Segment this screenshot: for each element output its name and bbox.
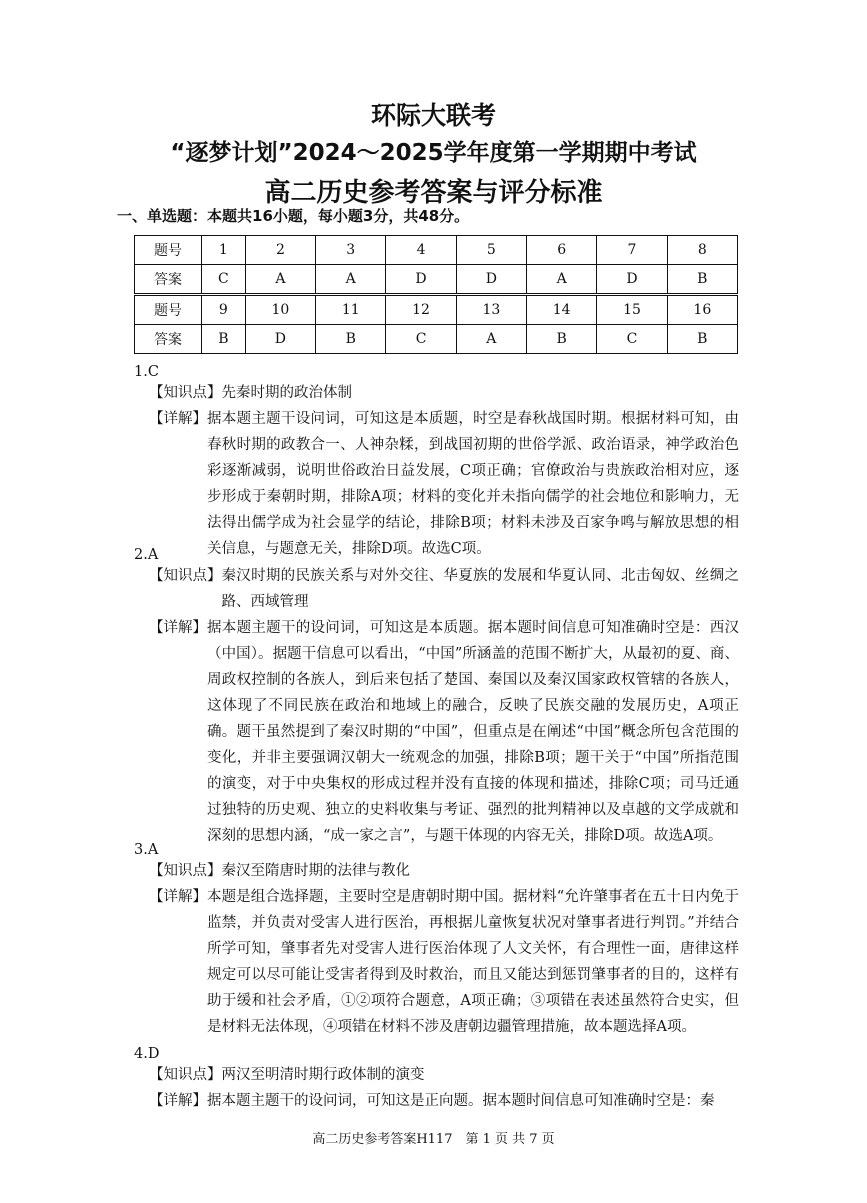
knowledge-point-text: 秦汉至隋唐时期的法律与教化 xyxy=(221,863,410,879)
answer-cell: C xyxy=(202,265,246,295)
detail-row xyxy=(149,1088,739,1114)
question-number-cell: 13 xyxy=(456,295,526,325)
answer-cell: B xyxy=(527,325,597,354)
table-row xyxy=(135,265,738,295)
knowledge-point-row xyxy=(149,1062,739,1088)
detail-row xyxy=(149,615,739,849)
question-number-header: 题号 xyxy=(135,295,202,325)
table-row xyxy=(135,295,738,325)
item-number: 2.A xyxy=(134,547,159,563)
detail-label: 【详解】 xyxy=(149,889,207,905)
page-footer: 高二历史参考答案H117 第 1 页 共 7 页 xyxy=(312,1132,555,1147)
exam-title: “逐梦计划”2024～2025学年度第一学期期中考试 xyxy=(170,140,697,166)
answer-cell: B xyxy=(316,325,386,354)
answer-cell: A xyxy=(245,265,315,295)
section-heading: 一、单选题：本题共16小题，每小题3分，共48分。 xyxy=(117,207,470,225)
knowledge-point-label: 【知识点】 xyxy=(149,1067,222,1083)
knowledge-point-text: 秦汉时期的民族关系与对外交往、华夏族的发展和华夏认同、北击匈奴、丝绸之路、西域管理 xyxy=(221,568,739,610)
question-number-header: 题号 xyxy=(135,236,202,265)
answer-cell: D xyxy=(456,265,526,295)
question-number-cell: 1 xyxy=(202,236,246,265)
knowledge-point-row xyxy=(149,858,739,884)
exam-union-title: 环际大联考 xyxy=(370,101,496,130)
knowledge-point-label: 【知识点】 xyxy=(149,385,222,401)
answer-header: 答案 xyxy=(135,265,202,295)
item-4-explanation xyxy=(134,1062,739,1114)
table-row xyxy=(135,236,738,265)
knowledge-point-text: 先秦时期的政治体制 xyxy=(221,385,352,401)
answer-cell: A xyxy=(316,265,386,295)
knowledge-point-row xyxy=(149,380,739,406)
knowledge-point-row xyxy=(149,563,739,615)
question-number-cell: 6 xyxy=(527,236,597,265)
item-2-explanation xyxy=(134,563,739,849)
item-1-explanation xyxy=(134,380,739,562)
question-number-cell: 16 xyxy=(667,295,737,325)
detail-text: 据本题主题干的设问词，可知这是本质题。据本题时间信息可知准确时空是：西汉（中国）。据题干信息可以看出，“中国”所涵盖的范围不断扩大，从最初的夏、商、周政权控制的各族人，到后来包括了楚国、秦国以及秦汉国家政权管辖的各族人，这体现了不同民族在政治和地域上的融合，反映了民族交融的发展历史，A项正确。题干虽然提到了秦汉时期的“中国”，但重点是在阐述“中国”概念所包含范围的变化，并非主要强调汉朝大一统观念的加强，排除B项；题干关于“中国”所指范围的演变，对于中央集权的形成过程并没有直接的体现和描述，排除C项；司马迁通过独特的历史观、独立的史料收集与考证、强烈的批判精神以及卓越的文学成就和深刻的思想内涵，“成一家之言”，与题干体现的内容无关，排除D项。故选A项。 xyxy=(207,620,739,844)
answer-cell: D xyxy=(386,265,456,295)
detail-label: 【详解】 xyxy=(149,620,207,636)
item-number: 1.C xyxy=(134,364,159,380)
detail-row xyxy=(149,406,739,562)
question-number-cell: 4 xyxy=(386,236,456,265)
item-3-explanation xyxy=(134,858,739,1040)
detail-row xyxy=(149,884,739,1040)
answer-table xyxy=(134,235,738,354)
question-number-cell: 14 xyxy=(527,295,597,325)
knowledge-point-label: 【知识点】 xyxy=(149,568,222,584)
answer-header: 答案 xyxy=(135,325,202,354)
question-number-cell: 7 xyxy=(597,236,667,265)
detail-text: 据本题主题干的设问词，可知这是正向题。据本题时间信息可知准确时空是：秦 xyxy=(207,1093,715,1109)
answer-cell: B xyxy=(202,325,246,354)
knowledge-point-text: 两汉至明清时期行政体制的演变 xyxy=(221,1067,425,1083)
question-number-cell: 8 xyxy=(667,236,737,265)
answer-cell: B xyxy=(667,325,737,354)
answer-cell: D xyxy=(245,325,315,354)
knowledge-point-label: 【知识点】 xyxy=(149,863,222,879)
detail-text: 本题是组合选择题，主要时空是唐朝时期中国。据材料“允许肇事者在五十日内免于监禁，并负责对受害人进行医治，再根据儿童恢复状况对肇事者进行判罚。”并结合所学可知，肇事者先对受害人进行医治体现了人文关怀，有合理性一面，唐律这样规定可以尽可能让受害者得到及时救治，而且又能达到惩罚肇事者的目的，这样有助于缓和社会矛盾，①②项符合题意，A项正确；③项错在表述虽然符合史实，但是材料无法体现，④项错在材料不涉及唐朝边疆管理措施，故本题选择A项。 xyxy=(207,889,739,1035)
question-number-cell: 9 xyxy=(202,295,246,325)
detail-label: 【详解】 xyxy=(149,411,207,427)
detail-text: 据本题主题干设问词，可知这是本质题，时空是春秋战国时期。根据材料可知，由春秋时期的政教合一、人神杂糅，到战国初期的世俗学派、政治语录，神学政治色彩逐渐减弱，说明世俗政治日益发展，C项正确；官僚政治与贵族政治相对应，逐步形成于秦朝时期，排除A项；材料的变化并未指向儒学的社会地位和影响力，无法得出儒学成为社会显学的结论，排除B项；材料未涉及百家争鸣与解放思想的相关信息，与题意无关，排除D项。故选C项。 xyxy=(207,411,739,557)
question-number-cell: 15 xyxy=(597,295,667,325)
answer-cell: A xyxy=(527,265,597,295)
table-row xyxy=(135,325,738,354)
question-number-cell: 3 xyxy=(316,236,386,265)
answer-cell: D xyxy=(597,265,667,295)
question-number-cell: 12 xyxy=(386,295,456,325)
answer-cell: B xyxy=(667,265,737,295)
item-number: 3.A xyxy=(134,842,159,858)
answer-cell: A xyxy=(456,325,526,354)
question-number-cell: 5 xyxy=(456,236,526,265)
answer-cell: C xyxy=(597,325,667,354)
detail-label: 【详解】 xyxy=(149,1093,207,1109)
question-number-cell: 11 xyxy=(316,295,386,325)
answer-key-title: 高二历史参考答案与评分标准 xyxy=(264,178,603,208)
item-number: 4.D xyxy=(134,1046,160,1062)
question-number-cell: 10 xyxy=(245,295,315,325)
answer-cell: C xyxy=(386,325,456,354)
question-number-cell: 2 xyxy=(245,236,315,265)
